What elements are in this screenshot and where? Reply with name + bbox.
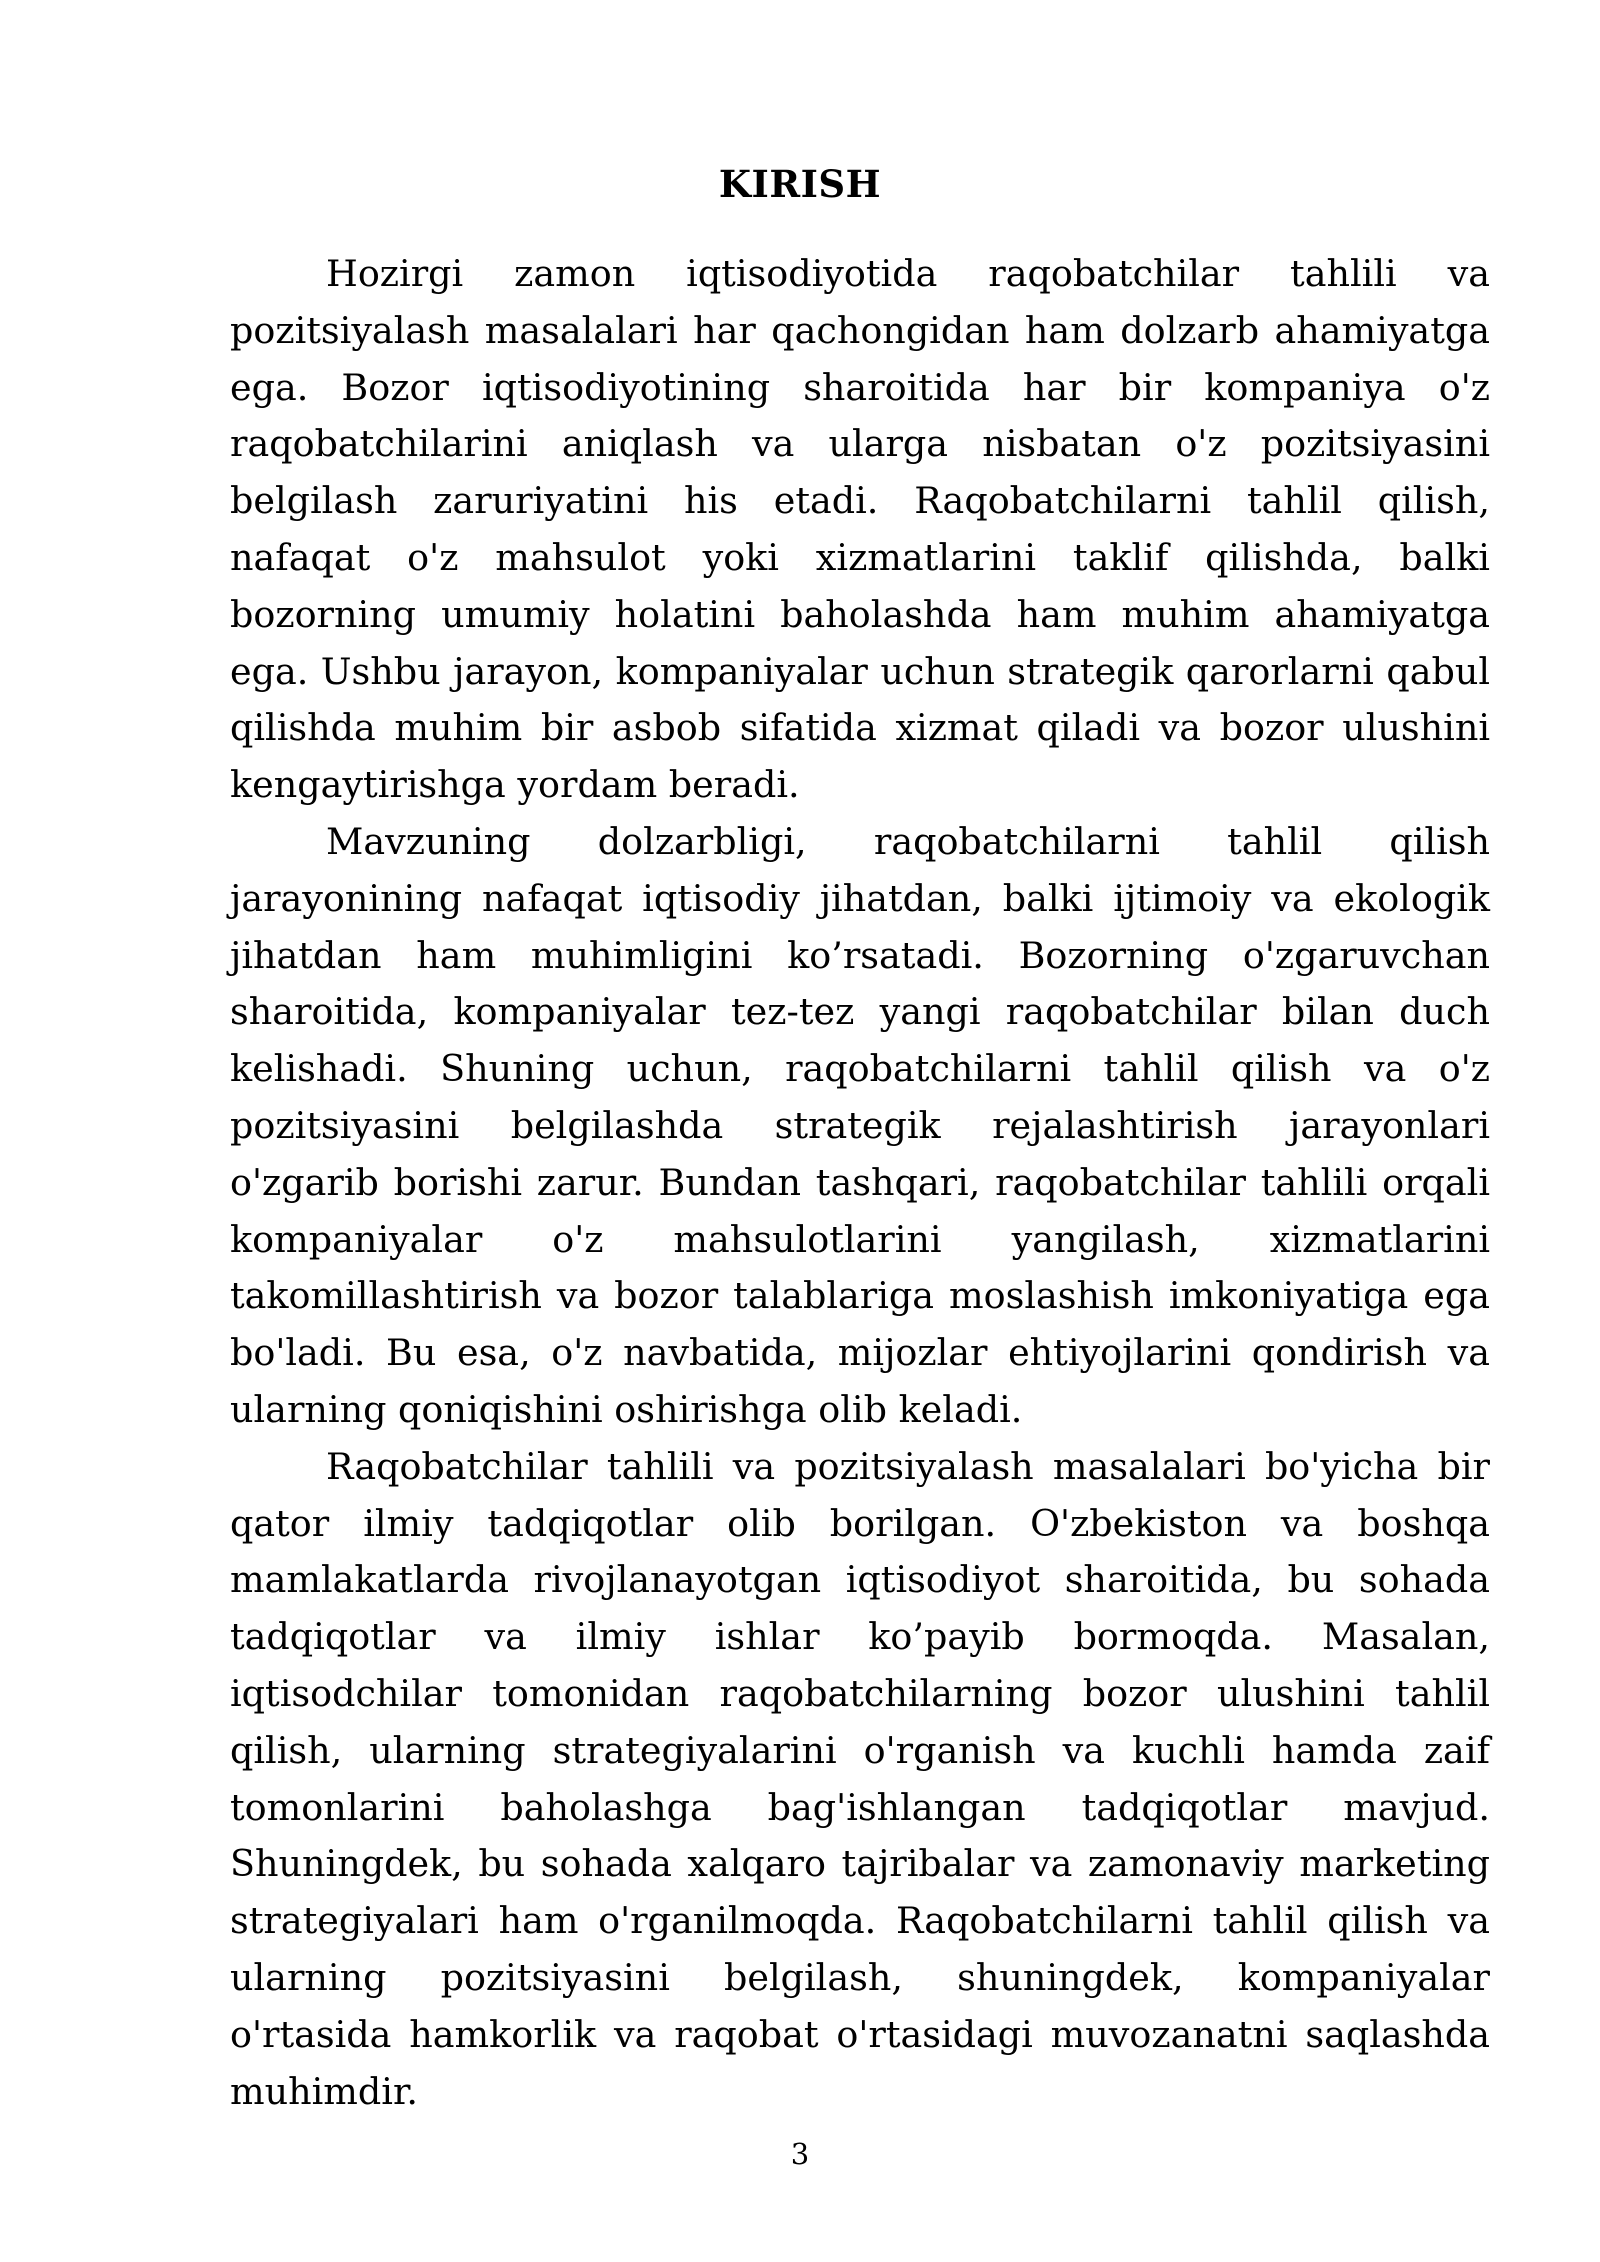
page-title: KIRISH — [718, 162, 882, 206]
paragraph-1: Hozirgi zamon iqtisodiyotida raqobatchilar tahlili va pozitsiyalash masalalari har qachongidan ham dolzarb ahamiyatga ega. Bozor iqtisodiyotining sharoitida har bir kompaniya o'z raqobatchilarini aniqlash va ularga nisbatan o'z pozitsiyasini belgilash zaruriyatini his etadi. Raqobatchilarni tahlil qilish, nafaqat o'z mahsulot yoki xizmatlarini taklif qilishda, balki bozorning umumiy holatini baholashda ham muhim ahamiyatga ega. Ushbu jarayon, kompaniyalar uchun strategik qarorlarni qabul qilishda muhim bir asbob sifatida xizmat qiladi va bozor ulushini kengaytirishga yordam beradi. — [230, 252, 1490, 807]
body-text — [230, 246, 1490, 2120]
paragraph-2: Mavzuning dolzarbligi, raqobatchilarni tahlil qilish jarayonining nafaqat iqtisodiy jihatdan, balki ijtimoiy va ekologik jihatdan ham muhimligini ko’rsatadi. Bozorning o'zgaruvchan sharoitida, kompaniyalar tez-tez yangi raqobatchilar bilan duch kelishadi. Shuning uchun, raqobatchilarni tahlil qilish va o'z pozitsiyasini belgilashda strategik rejalashtirish jarayonlari o'zgarib borishi zarur. Bundan tashqari, raqobatchilar tahlili orqali kompaniyalar o'z mahsulotlarini yangilash, xizmatlarini takomillashtirish va bozor talablariga moslashish imkoniyatiga ega bo'ladi. Bu esa, o'z navbatida, mijozlar ehtiyojlarini qondirish va ularning qoniqishini oshirishga olib keladi. — [230, 819, 1490, 1431]
paragraph-3: Raqobatchilar tahlili va pozitsiyalash masalalari bo'yicha bir qator ilmiy tadqiqotlar olib borilgan. O'zbekiston va boshqa mamlakatlarda rivojlanayotgan iqtisodiyot sharoitida, bu sohada tadqiqotlar va ilmiy ishlar ko’payib bormoqda. Masalan, iqtisodchilar tomonidan raqobatchilarning bozor ulushini tahlil qilish, ularning strategiyalarini o'rganish va kuchli hamda zaif tomonlarini baholashga bag'ishlangan tadqiqotlar mavjud. Shuningdek, bu sohada xalqaro tajribalar va zamonaviy marketing strategiyalari ham o'rganilmoqda. Raqobatchilarni tahlil qilish va ularning pozitsiyasini belgilash, shuningdek, kompaniyalar o'rtasida hamkorlik va raqobat o'rtasidagi muvozanatni saqlashda muhimdir. — [230, 1444, 1490, 2113]
page-number: 3 — [790, 2137, 810, 2171]
